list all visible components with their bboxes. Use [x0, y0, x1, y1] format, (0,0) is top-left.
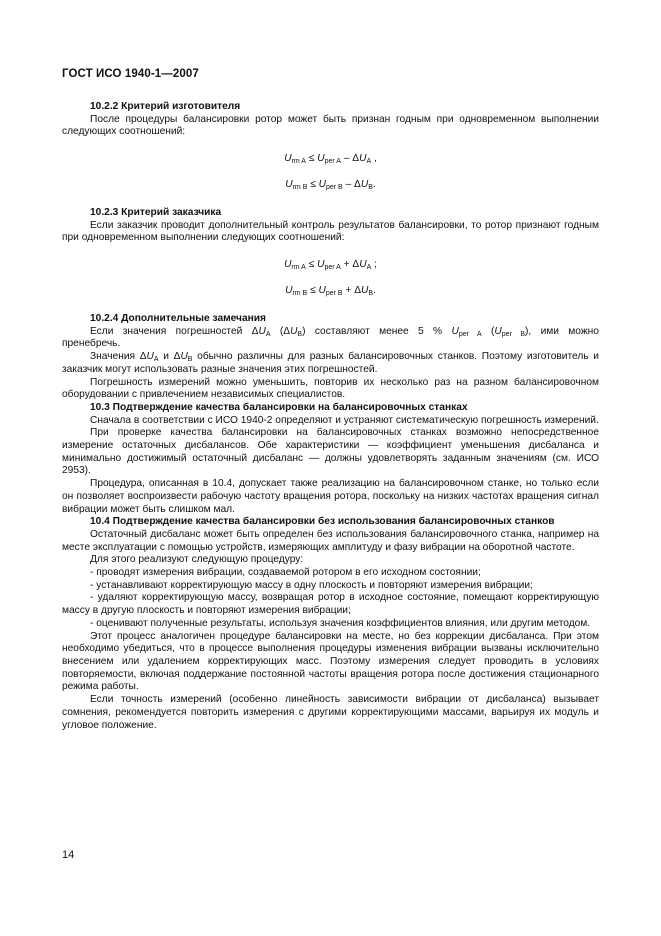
section-10-2-2 — [62, 101, 599, 139]
section-10-2-3 — [62, 207, 599, 245]
section-heading: 10.3 Подтверждение качества балансировки на балансировочных станках — [90, 401, 468, 413]
paragraph: Значения $\Delta U_A$ и $\Delta U_B$ обычно различны для разных балансировочных станков. Поэтому изготовитель и заказчик могут использовать разные значения этих погрешностей. — [62, 351, 599, 375]
paragraph: Погрешность измерений можно уменьшить, повторив их несколько раз на разном балансировочном оборудовании с привлечением независимых специалистов. — [62, 376, 599, 401]
paragraph: Если значения погрешностей $\Delta U_A$ $(\Delta U_B)$ составляют менее 5 % $U_{per A}$ $(U_{per B})$, ими можно пренебречь. — [62, 325, 599, 350]
paragraph: После процедуры балансировки ротор может быть признан годным при одновременном выполнении следующих соотношений: — [62, 113, 599, 138]
paragraph: При проверке качества балансировки на балансировочных станках возможно непосредственное измерение остаточных дисбалансов. Обе характеристики — коэффициент уменьшения дисбаланса и минимально достижимый остаточный дисбаланс — должны удовлетворять заданным значениям (см. ИСО 2953). — [62, 427, 599, 477]
paragraph: Остаточный дисбаланс может быть определен без использования балансировочного станка, например на месте эксплуатации с помощью устройств, измеряющих амплитуду и фазу вибрации на оборотной частоте. — [62, 528, 599, 553]
formula: $U_{rm B} \le U_{per B} - \Delta U_B$. — [285, 179, 376, 191]
formula: $U_{rm B} \le U_{per B} + \Delta U_B$. — [285, 285, 376, 297]
paragraph: Если заказчик проводит дополнительный контроль результатов балансировки, то ротор признают годным при одновременном выполнении следующих соотношений: — [62, 219, 599, 244]
list-item: - устанавливают корректирующую массу в одну плоскость и повторяют измерения вибрации; — [90, 579, 533, 591]
list-item: - удаляют корректирующую массу, возвращая ротор в исходное состояние, помещают корректирующую массу в другую плоскость и повторяют измерения вибрации; — [62, 592, 599, 617]
formula: $U_{rm A} \le U_{per A} - \Delta U_A$ , — [284, 153, 377, 165]
list-item: - оценивают полученные результаты, используя значения коэффициентов влияния, или другим методом. — [90, 617, 591, 629]
paragraph: Процедура, описанная в 10.4, допускает также реализацию на балансировочном станке, но только если он позволяет воспроизвести рабочую частоту вращения ротора, поскольку на низких частотах вращения сигнал вибрации может быть слишком мал. — [62, 478, 599, 515]
paragraph: Этот процесс аналогичен процедуре балансировки на месте, но без коррекции дисбаланса. При этом необходимо убедиться, что в процессе выполнения процедуры изменения вибрации вызваны исключительно внесением или удалением корректирующих масс. Поэтому измерения следует проводить в условиях повторяемости, включая поддержание постоянной частоты вращения ротора после достижения стационарного режима работы. — [62, 630, 599, 693]
document-header: ГОСТ ИСО 1940-1—2007 — [62, 68, 199, 80]
section-heading: 10.4 Подтверждение качества балансировки без использования балансировочных станков — [90, 516, 555, 528]
page-number: 14 — [62, 849, 75, 861]
paragraph: Для этого реализуют следующую процедуру: — [90, 554, 304, 566]
section-heading: 10.2.3 Критерий заказчика — [90, 207, 222, 218]
paragraph: Если точность измерений (особенно линейность зависимости вибрации от дисбаланса) вызывает сомнения, рекомендуется повторить измерения с другими корректирующими массами, варьируя их модуль и угловое положение. — [62, 694, 599, 731]
formula: $U_{rm A} \le U_{per A} + \Delta U_A$ ; — [284, 259, 377, 271]
list-item: - проводят измерения вибрации, создаваемой ротором в его исходном состоянии; — [90, 567, 481, 579]
section-heading: 10.2.2 Критерий изготовителя — [90, 101, 241, 112]
paragraph: Сначала в соответствии с ИСО 1940-2 определяют и устраняют систематическую погрешность измерений. — [90, 414, 599, 426]
section-heading: 10.2.4 Дополнительные замечания — [90, 313, 266, 324]
section-10-2-4 — [62, 313, 599, 732]
